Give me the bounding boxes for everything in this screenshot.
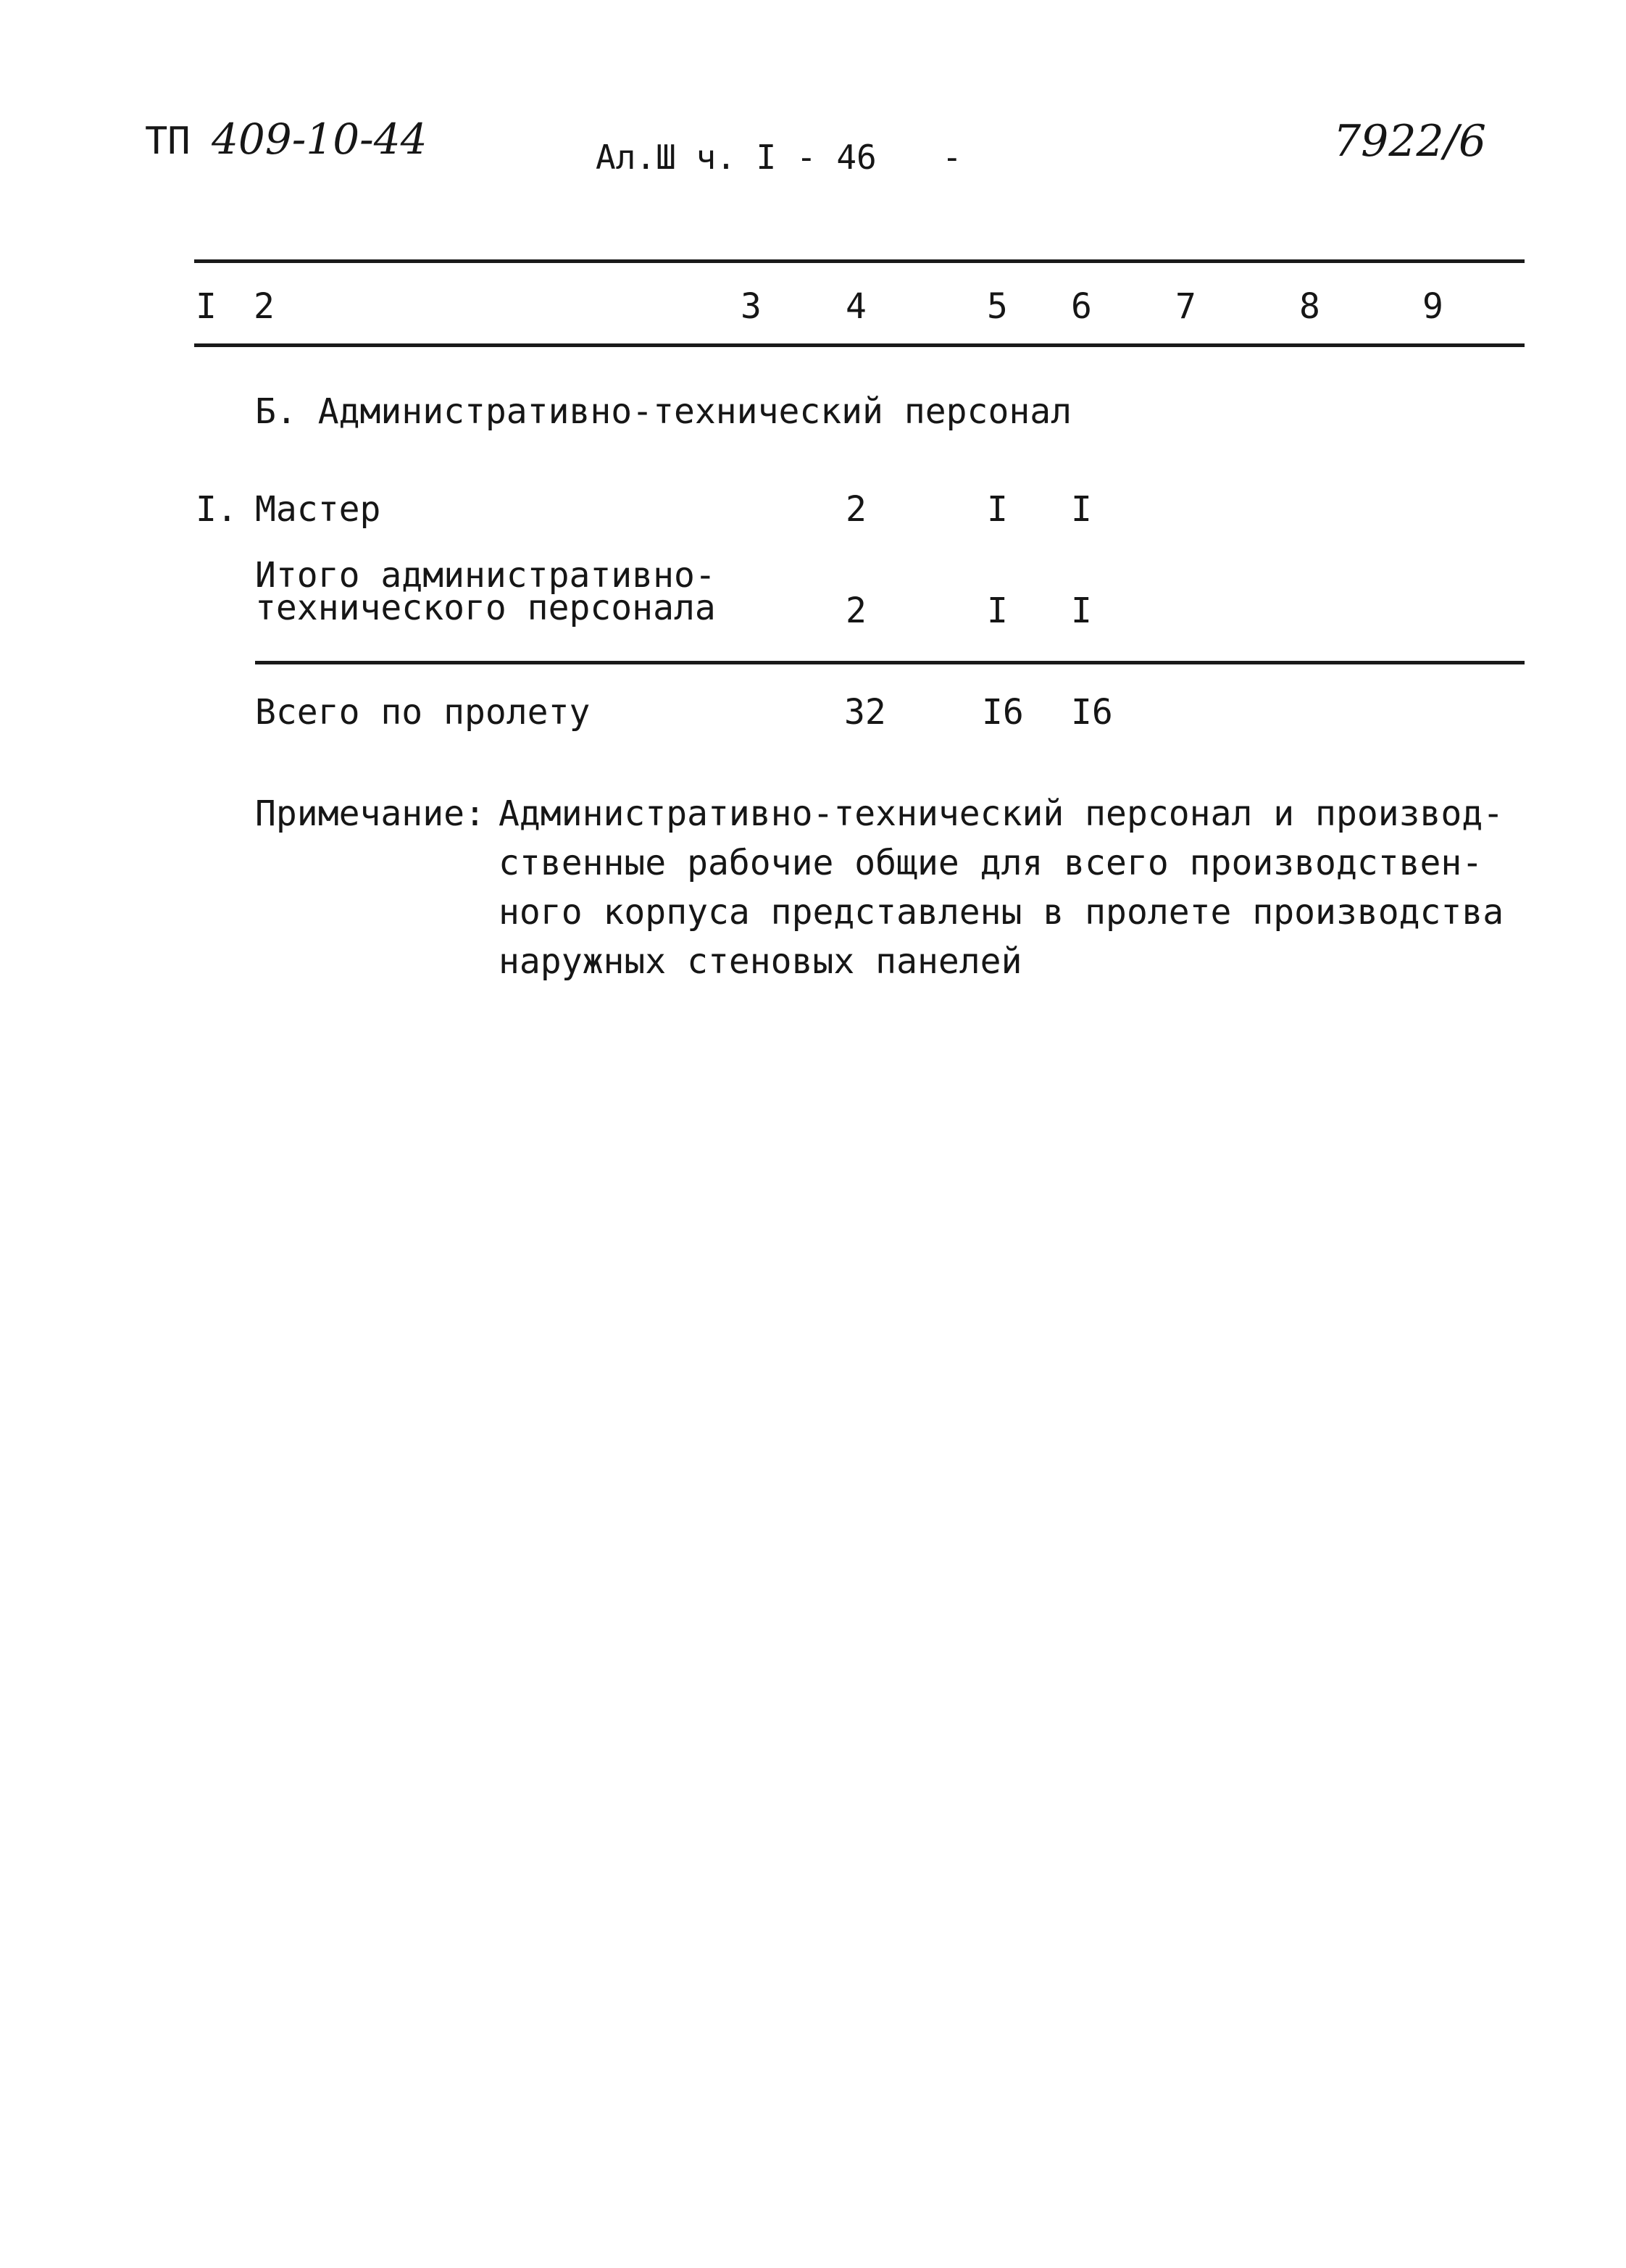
column-number: 6 [1071,286,1092,327]
tp-number: 409-10-44 [212,114,428,164]
album-reference: Ал.Ш ч. I - 46 [596,138,877,177]
note-line: Административно-технический персонал и производ- [499,793,1504,834]
column-number: I [196,286,217,327]
column-number: 3 [741,286,762,327]
subtotal-col4-value: 2 [846,591,867,631]
total-col4-value: 32 [844,692,886,733]
row-col6-value: I [1071,489,1092,530]
row-number: I. [196,489,238,530]
column-number: 9 [1422,286,1443,327]
column-number: 4 [846,286,867,327]
tp-prefix: ТП [145,120,191,163]
row-name: Мастер [255,489,381,530]
section-title: Б. Административно-технический персонал [255,391,1072,432]
note-label: Примечание: [255,793,485,834]
total-col6-value: I6 [1071,692,1113,733]
note-line: ственные рабочие общие для всего производствен- [499,843,1483,883]
sheet-code: 7922/6 [1333,116,1487,167]
column-number: 7 [1175,286,1196,327]
table-top-rule [194,259,1525,263]
row-col5-value: I [987,489,1008,530]
subtotal-col6-value: I [1071,591,1092,631]
table-header-rule [194,343,1525,347]
total-col5-value: I6 [982,692,1024,733]
note-line: ного корпуса представлены в пролете производства [499,892,1504,933]
total-rule [255,661,1525,664]
total-label: Всего по пролету [255,692,591,733]
column-number: 8 [1299,286,1320,327]
note-line: наружных стеновых панелей [499,941,1022,982]
row-col4-value: 2 [846,489,867,530]
subtotal-label-line2: технического персонала [255,588,716,628]
subtotal-label-line1: Итого административно- [255,555,716,596]
header-dash: - [942,138,962,177]
column-number: 2 [254,286,275,327]
subtotal-col5-value: I [987,591,1008,631]
column-number: 5 [987,286,1008,327]
